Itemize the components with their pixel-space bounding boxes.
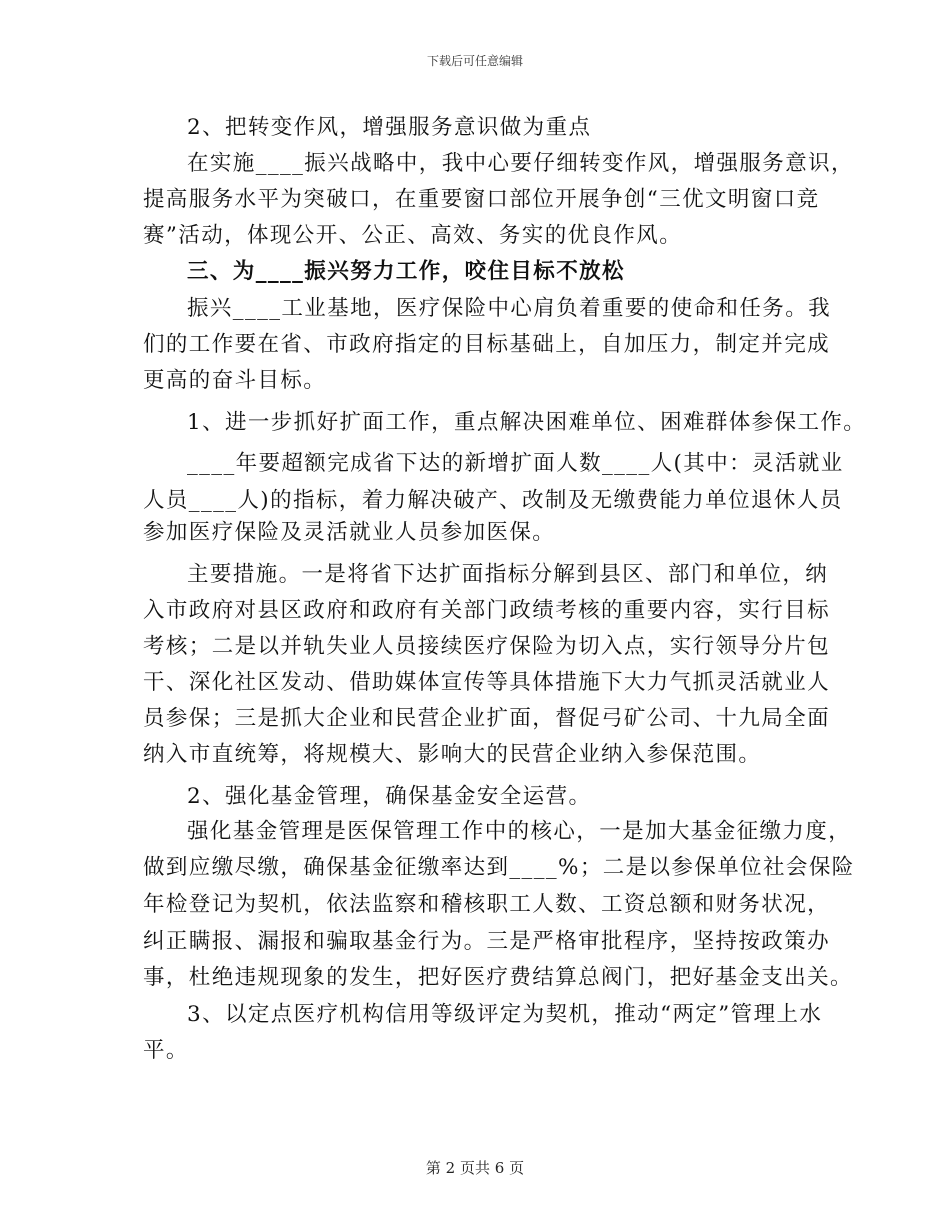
subheading-2: 2、把转变作风，增强服务意识做为重点 <box>187 115 592 140</box>
paragraph-line: 们的工作要在省、市政府指定的目标基础上，自加压力，制定并完成 <box>143 332 831 357</box>
paragraph-line: 赛”活动，体现公开、公正、高效、务实的优良作风。 <box>143 223 683 248</box>
paragraph-line: 入市政府对县区政府和政府有关部门政绩考核的重要内容，实行目标 <box>143 598 831 623</box>
subheading-2-fund: 2、强化基金管理，确保基金安全运营。 <box>187 784 592 809</box>
subheading-3: 3、以定点医疗机构信用等级评定为契机，推动“两定”管理上水 <box>187 1002 823 1027</box>
paragraph-line: 员参保；三是抓大企业和民营企业扩面，督促弓矿公司、十九局全面 <box>143 706 831 731</box>
paragraph-line: 纠正瞒报、漏报和骗取基金行为。三是严格审批程序，坚持按政策办 <box>143 929 831 954</box>
page-header: 下载后可任意编辑 <box>426 54 523 68</box>
paragraph-line: 考核；二是以并轨失业人员接续医疗保险为切入点，实行领导分片包 <box>143 634 831 659</box>
paragraph-line: 在实施____振兴战略中，我中心要仔细转变作风，增强服务意识， <box>187 151 854 176</box>
paragraph-line: 更高的奋斗目标。 <box>143 368 327 393</box>
subheading-1: 1、进一步抓好扩面工作，重点解决困难单位、困难群体参保工作。 <box>187 410 867 435</box>
section-heading-3: 三、为____振兴努力工作，咬住目标不放松 <box>187 259 625 284</box>
paragraph-line: 主要措施。一是将省下达扩面指标分解到县区、部门和单位，纳 <box>187 562 829 587</box>
page-number: 第 2 页共 6 页 <box>425 1159 525 1177</box>
paragraph-line: 干、深化社区发动、借助媒体宣传等具体措施下大力气抓灵活就业人 <box>143 670 831 695</box>
paragraph-line: ____年要超额完成省下达的新增扩面人数____人(其中：灵活就业 <box>187 451 844 476</box>
paragraph-line: 年检登记为契机，依法监察和稽核职工人数、工资总额和财务状况， <box>143 892 831 917</box>
paragraph-line: 振兴____工业基地，医疗保险中心肩负着重要的使命和任务。我 <box>187 296 832 321</box>
paragraph-line: 强化基金管理是医保管理工作中的核心，一是加大基金征缴力度， <box>187 819 852 844</box>
paragraph-line: 做到应缴尽缴，确保基金征缴率达到____%；二是以参保单位社会保险 <box>143 855 855 880</box>
paragraph-line: 纳入市直统筹，将规模大、影响大的民营企业纳入参保范围。 <box>143 742 762 767</box>
paragraph-line: 事，杜绝违规现象的发生，把好医疗费结算总阀门，把好基金支出关。 <box>143 965 853 990</box>
paragraph-line: 人员____人)的指标，着力解决破产、改制及无缴费能力单位退休人员 <box>143 488 843 513</box>
paragraph-line: 提高服务水平为突破口，在重要窗口部位开展争创“三优文明窗口竞 <box>143 187 820 212</box>
paragraph-line: 平。 <box>143 1038 189 1063</box>
paragraph-line: 参加医疗保险及灵活就业人员参加医保。 <box>143 520 556 545</box>
